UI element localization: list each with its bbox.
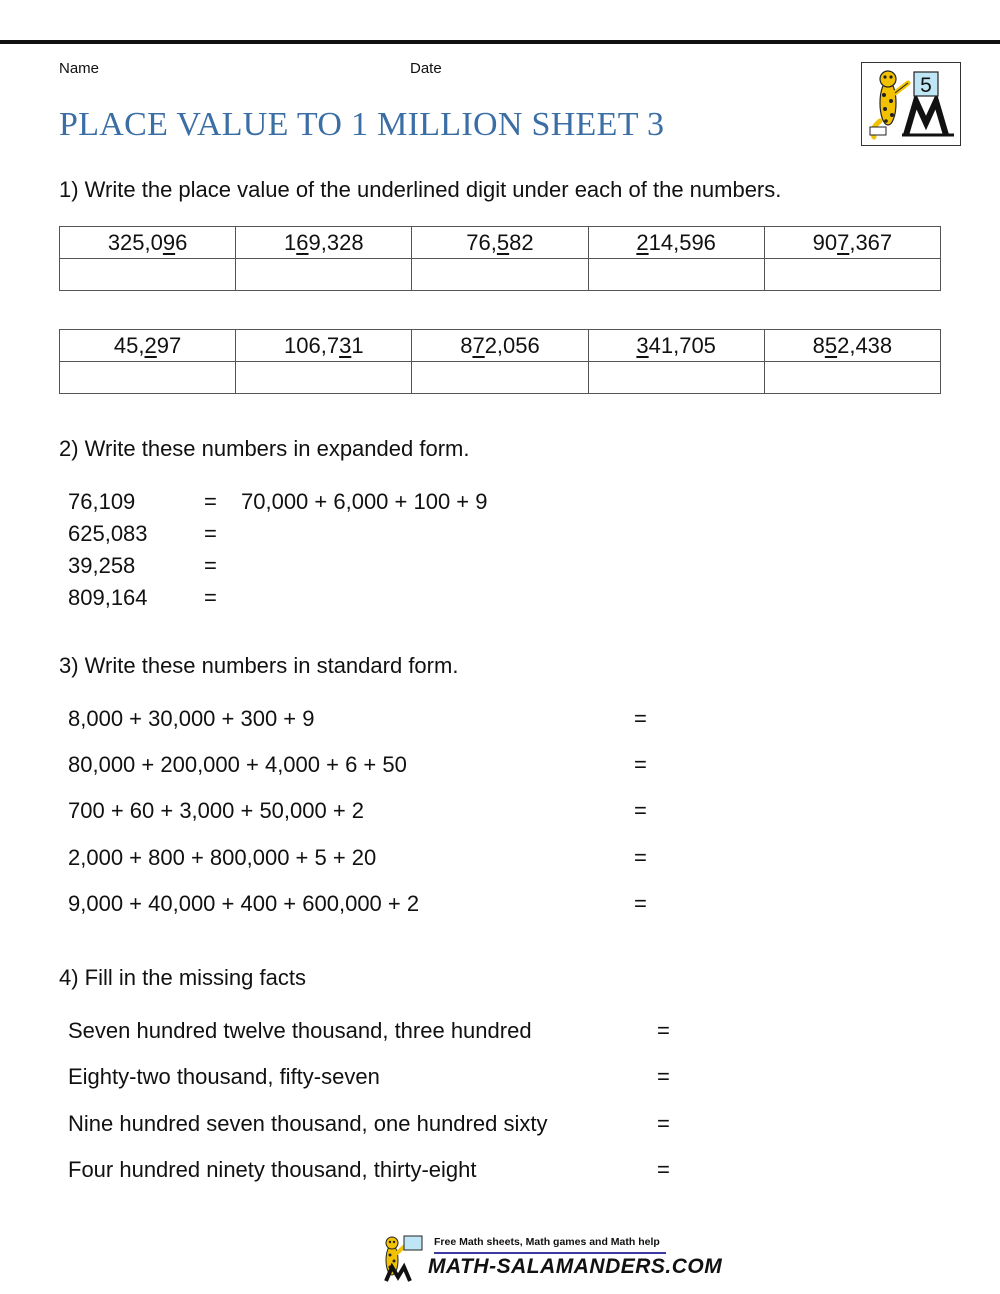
number-cell: 45,297 xyxy=(60,330,236,362)
number-cell: 907,367 xyxy=(764,227,940,259)
expanded-answer: 70,000 + 6,000 + 100 + 9 xyxy=(241,489,488,514)
number-row xyxy=(60,227,941,259)
equals-sign: = xyxy=(204,489,217,514)
equals-sign: = xyxy=(657,1064,670,1089)
number-row xyxy=(60,330,941,362)
salamander-mascot-icon xyxy=(378,1233,430,1283)
number-cell: 169,328 xyxy=(236,227,412,259)
answer-cell[interactable] xyxy=(60,362,236,394)
number-words: Nine hundred seven thousand, one hundred sixty xyxy=(68,1111,548,1136)
expanded-number: 76,109 xyxy=(68,489,136,514)
equals-sign: = xyxy=(657,1018,670,1043)
answer-cell[interactable] xyxy=(236,259,412,291)
answer-row xyxy=(60,259,941,291)
number-cell: 76,582 xyxy=(412,227,588,259)
section3-instruction: 3) Write these numbers in standard form. xyxy=(59,653,459,678)
underlined-digit: 3 xyxy=(339,333,352,358)
standard-expression: 9,000 + 40,000 + 400 + 600,000 + 2 xyxy=(68,891,420,916)
underlined-digit: 2 xyxy=(636,230,649,255)
underlined-digit: 2 xyxy=(144,333,157,358)
expanded-number: 625,083 xyxy=(68,521,148,546)
section4-instruction: 4) Fill in the missing facts xyxy=(59,965,306,990)
section1-instruction: 1) Write the place value of the underlined digit under each of the numbers. xyxy=(59,177,782,202)
standard-expression: 8,000 + 30,000 + 300 + 9 xyxy=(68,706,315,731)
footer-site-name: MATH-SALAMANDERS.COM xyxy=(428,1255,723,1278)
underlined-digit: 9 xyxy=(162,230,176,255)
answer-cell[interactable] xyxy=(412,259,588,291)
underlined-digit: 6 xyxy=(296,230,309,255)
number-cell: 852,438 xyxy=(764,330,940,362)
equals-sign: = xyxy=(204,553,217,578)
number-cell: 214,596 xyxy=(588,227,764,259)
equals-sign: = xyxy=(634,706,647,731)
equals-sign: = xyxy=(634,752,647,777)
underlined-digit: 5 xyxy=(496,230,510,255)
answer-cell[interactable] xyxy=(412,362,588,394)
standard-expression: 2,000 + 800 + 800,000 + 5 + 20 xyxy=(68,845,377,870)
number-words: Eighty-two thousand, fifty-seven xyxy=(68,1064,380,1089)
standard-expression: 700 + 60 + 3,000 + 50,000 + 2 xyxy=(68,798,365,823)
top-rule xyxy=(0,40,1000,44)
answer-cell[interactable] xyxy=(60,259,236,291)
equals-sign: = xyxy=(634,891,647,916)
number-cell: 341,705 xyxy=(588,330,764,362)
footer-divider xyxy=(434,1252,666,1254)
number-cell: 106,731 xyxy=(236,330,412,362)
number-words: Four hundred ninety thousand, thirty-eight xyxy=(68,1157,477,1182)
equals-sign: = xyxy=(634,845,647,870)
answer-cell[interactable] xyxy=(588,259,764,291)
equals-sign: = xyxy=(204,521,217,546)
equals-sign: = xyxy=(657,1111,670,1136)
expanded-number: 809,164 xyxy=(68,585,148,610)
answer-cell[interactable] xyxy=(764,362,940,394)
underlined-digit: 3 xyxy=(636,333,649,358)
expanded-number: 39,258 xyxy=(68,553,136,578)
answer-cell[interactable] xyxy=(236,362,412,394)
footer-tagline: Free Math sheets, Math games and Math help xyxy=(434,1236,660,1248)
number-cell: 325,096 xyxy=(60,227,236,259)
underlined-digit: 7 xyxy=(472,333,485,358)
date-label: Date xyxy=(410,60,442,77)
answer-cell[interactable] xyxy=(764,259,940,291)
place-value-table-2 xyxy=(59,329,941,394)
place-value-table-1 xyxy=(59,226,941,291)
standard-expression: 80,000 + 200,000 + 4,000 + 6 + 50 xyxy=(68,752,407,777)
footer-branding[interactable] xyxy=(378,1233,723,1283)
salamander-logo-icon xyxy=(862,63,960,145)
number-words: Seven hundred twelve thousand, three hundred xyxy=(68,1018,532,1043)
equals-sign: = xyxy=(634,798,647,823)
underlined-digit: 7 xyxy=(837,230,850,255)
section2-instruction: 2) Write these numbers in expanded form. xyxy=(59,436,470,461)
answer-cell[interactable] xyxy=(588,362,764,394)
number-cell: 872,056 xyxy=(412,330,588,362)
name-label: Name xyxy=(59,60,100,77)
page-title: PLACE VALUE TO 1 MILLION SHEET 3 xyxy=(59,106,665,143)
equals-sign: = xyxy=(204,585,217,610)
grade-number: 5 xyxy=(920,74,932,97)
underlined-digit: 5 xyxy=(824,333,838,358)
equals-sign: = xyxy=(657,1157,670,1182)
answer-row xyxy=(60,362,941,394)
grade-logo xyxy=(861,62,961,146)
